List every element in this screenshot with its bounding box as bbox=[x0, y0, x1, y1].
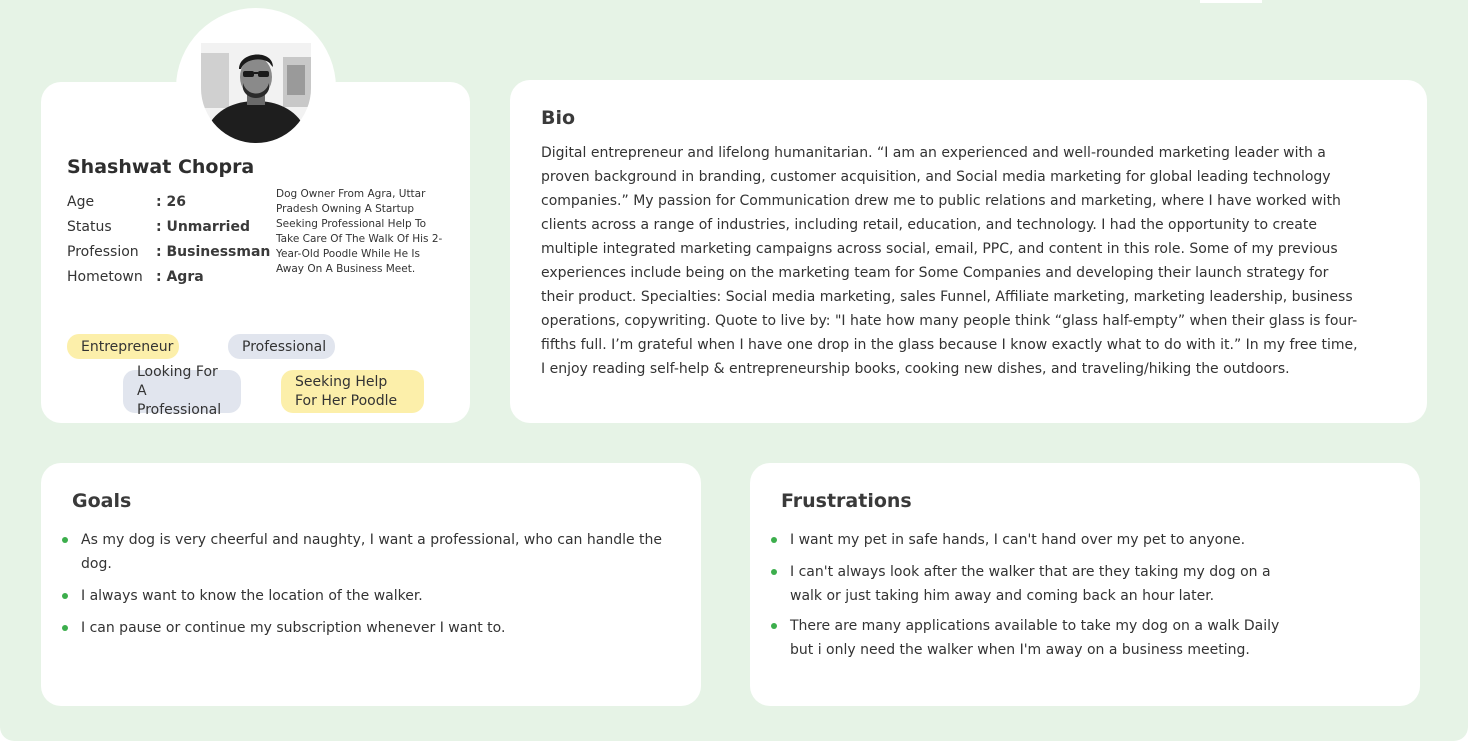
profession-value: : Businessman bbox=[156, 244, 271, 260]
frustrations-list bbox=[771, 528, 1291, 662]
bullet-icon bbox=[771, 623, 777, 629]
goal-item bbox=[62, 528, 682, 576]
status-value: : Unmarried bbox=[156, 219, 250, 235]
persona-name: Shashwat Chopra bbox=[67, 156, 255, 178]
bio-title: Bio bbox=[541, 107, 576, 129]
frustrations-title: Frustrations bbox=[781, 490, 912, 512]
frustration-text: I can't always look after the walker that are they taking my dog on a walk or just taking him away and coming back an hour later. bbox=[790, 564, 1271, 604]
age-label: Age bbox=[67, 194, 95, 210]
frustration-item bbox=[771, 614, 1291, 662]
bullet-icon bbox=[771, 537, 777, 543]
top-tab-marker bbox=[1200, 0, 1262, 3]
goal-text: As my dog is very cheerful and naughty, I want a professional, who can handle the dog. bbox=[81, 532, 663, 572]
goal-text: I can pause or continue my subscription whenever I want to. bbox=[81, 620, 506, 636]
goal-item bbox=[62, 616, 682, 640]
goals-title: Goals bbox=[72, 490, 132, 512]
profession-label: Profession bbox=[67, 244, 139, 260]
bullet-icon bbox=[62, 593, 68, 599]
goal-item bbox=[62, 584, 682, 608]
persona-description: Dog Owner From Agra, Uttar Pradesh Owning A Startup Seeking Professional Help To Take Care Of The Walk Of His 2-Year-Old Poodle While He Is Away On A Business Meet. bbox=[276, 188, 443, 275]
hometown-label: Hometown bbox=[67, 269, 143, 285]
goal-text: I always want to know the location of the walker. bbox=[81, 588, 423, 604]
tag-entrepreneur: Entrepreneur bbox=[67, 334, 179, 359]
bullet-icon bbox=[771, 569, 777, 575]
goals-list bbox=[62, 528, 682, 640]
bullet-icon bbox=[62, 537, 68, 543]
age-value: : 26 bbox=[156, 194, 186, 210]
bio-text: Digital entrepreneur and lifelong humanitarian. “I am an experienced and well-rounded marketing leader with a proven background in branding, customer acquisition, and Social media marketing for global leading technology companies.” My passion for Communication drew me to public relations and marketing, where I have worked with clients across a range of industries, including retail, education, and technology. I had the opportunity to create multiple integrated marketing campaigns across social, email, PPC, and content in this role. Some of my previous experiences include being on the marketing team for Some Companies and developing their launch strategy for their product. Specialties: Social media marketing, sales Funnel, Affiliate marketing, marketing leadership, business operations, copywriting. Quote to live by: "I hate how many people think “glass half-empty” when their glass is four-fifths full. I’m grateful when I have one drop in the glass because I know exactly what to do with it.” In my free time, I enjoy reading self-help & entrepreneurship books, cooking new dishes, and traveling/hiking the outdoors. bbox=[541, 145, 1358, 377]
frustration-text: I want my pet in safe hands, I can't hand over my pet to anyone. bbox=[790, 532, 1246, 548]
hometown-value: : Agra bbox=[156, 269, 204, 285]
bullet-icon bbox=[62, 625, 68, 631]
tag-looking-for-professional: Looking For A Professional bbox=[123, 370, 241, 413]
frustration-text: There are many applications available to take my dog on a walk Daily but i only need the walker when I'm away on a business meeting. bbox=[790, 618, 1280, 658]
frustration-item bbox=[771, 528, 1291, 552]
status-label: Status bbox=[67, 219, 112, 235]
tag-seeking-help-poodle: Seeking Help For Her Poodle bbox=[281, 370, 424, 413]
frustration-item bbox=[771, 560, 1291, 608]
tag-professional: Professional bbox=[228, 334, 335, 359]
